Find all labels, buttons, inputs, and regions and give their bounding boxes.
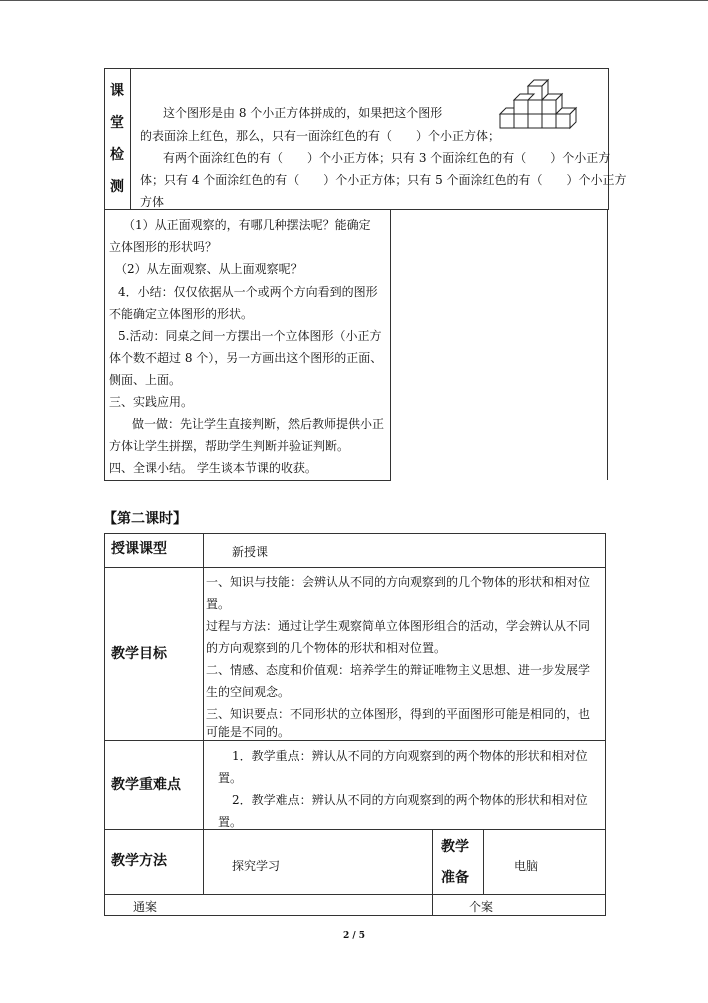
- cont-line-7: 体个数不超过 8 个），另一方画出这个图形的正面、: [109, 351, 383, 365]
- keypoint-line-1: 1．教学重点：辨认从不同的方向观察到的两个物体的形状和相对位: [232, 749, 588, 763]
- type-label: 授课课型: [111, 541, 167, 557]
- test-line-3: 有两个面涂红色的有（ ）个小正方体；只有 3 个面涂红色的有（ ）个小正方: [163, 151, 611, 165]
- test-line-2: 的表面涂上红色，那么，只有一面涂红色的有（ ）个小正方体；: [140, 129, 501, 143]
- goal-line-4: 的方向观察到的几个物体的形状和相对位置。: [206, 641, 447, 655]
- prep-label-2: 准备: [441, 870, 469, 886]
- cont-line-1: （1）从正面观察的，有哪几种摆法呢？能确定: [123, 218, 371, 232]
- lesson2-heading: 【第二课时】: [103, 511, 187, 527]
- type-value: 新授课: [232, 545, 269, 559]
- keypoint-line-4: 置。: [218, 815, 243, 829]
- header-rule: [0, 0, 708, 1]
- test-label-3: 检: [110, 147, 124, 163]
- cont-line-2: 立体图形的形状吗？: [109, 240, 218, 254]
- cube-figure: [494, 72, 584, 132]
- goal-line-5: 二、情感、态度和价值观：培养学生的辩证唯物主义思想、进一步发展学: [206, 663, 591, 677]
- cont-line-5: 不能确定立体图形的形状。: [109, 307, 254, 321]
- goal-line-3: 过程与方法：通过让学生观察简单立体图形组合的活动，学会辨认从不同: [206, 619, 591, 633]
- prep-label-1: 教学: [441, 839, 469, 855]
- test-line-1: 这个图形是由 8 个小正方体拼成的，如果把这个图形: [163, 106, 443, 120]
- test-label-1: 课: [110, 83, 124, 99]
- test-line-5: 方体: [140, 195, 165, 209]
- method-value: 探究学习: [232, 859, 281, 873]
- individual-plan: 个案: [469, 900, 494, 914]
- test-line-4: 体；只有 4 个面涂红色的有（ ）个小正方体；只有 5 个面涂红色的有（ ）个小正方: [140, 173, 627, 187]
- cont-line-3: （2）从左面观察、从上面观察呢？: [115, 262, 303, 276]
- common-plan: 通案: [133, 900, 158, 914]
- method-label: 教学方法: [111, 853, 167, 869]
- goal-line-7: 三、知识要点：不同形状的立体图形，得到的平面图形可能是相同的，也: [206, 707, 591, 721]
- cont-line-6: 5.活动：同桌之间一方摆出一个立体图形（小正方: [118, 329, 382, 343]
- cont-line-9: 三、实践应用。: [109, 395, 194, 409]
- cont-line-12: 四、全课小结。 学生谈本节课的收获。: [109, 461, 317, 475]
- goal-line-2: 置。: [206, 597, 231, 611]
- goal-line-1: 一、知识与技能：会辨认从不同的方向观察到的几个物体的形状和相对位: [206, 575, 591, 589]
- cont-line-10: 做一做：先让学生直接判断，然后教师提供小正: [132, 417, 385, 431]
- goal-line-6: 生的空间观念。: [206, 685, 291, 699]
- keypoint-line-2: 置。: [218, 771, 243, 785]
- cont-line-11: 方体让学生拼摆，帮助学生判断并验证判断。: [109, 439, 350, 453]
- keypoint-line-3: 2．教学难点：辨认从不同的方向观察到的两个物体的形状和相对位: [232, 793, 588, 807]
- keypoints-label: 教学重难点: [111, 777, 181, 793]
- goals-label: 教学目标: [111, 646, 167, 662]
- test-label-2: 堂: [110, 115, 124, 131]
- cont-line-4: 4．小结：仅仅依据从一个或两个方向看到的图形: [118, 285, 378, 299]
- prep-value: 电脑: [514, 859, 539, 873]
- test-label-4: 测: [110, 179, 124, 195]
- page-number: 2 / 5: [342, 931, 366, 941]
- cont-line-8: 侧面、上面。: [109, 373, 182, 387]
- goal-line-8: 可能是不同的。: [206, 725, 291, 739]
